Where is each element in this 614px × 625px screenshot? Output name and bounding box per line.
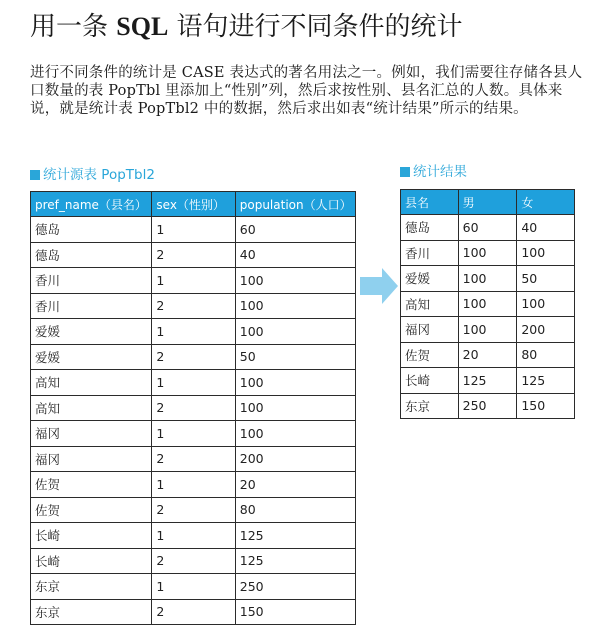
cell-sex: 2 <box>152 497 235 523</box>
cell-female: 200 <box>517 317 575 343</box>
table-header-row <box>31 192 356 217</box>
cell-pref-name: 香川 <box>31 268 152 294</box>
cell-pref-name: 福冈 <box>31 446 152 472</box>
cell-population: 100 <box>235 395 355 421</box>
cell-pref-name: 长崎 <box>31 548 152 574</box>
cell-sex: 2 <box>152 242 235 268</box>
result-table <box>400 189 575 419</box>
table-header-row <box>401 190 575 215</box>
cell-pref-name: 福冈 <box>31 421 152 447</box>
source-table <box>30 191 356 625</box>
cell-population: 125 <box>235 523 355 549</box>
cell-pref-name: 高知 <box>31 395 152 421</box>
result-table-caption: 统计结果 <box>400 163 467 181</box>
column-header-female: 女 <box>517 190 575 215</box>
table-row <box>31 574 356 600</box>
table-row <box>31 472 356 498</box>
cell-population: 250 <box>235 574 355 600</box>
cell-female: 40 <box>517 215 575 241</box>
cell-pref-name: 佐贺 <box>31 497 152 523</box>
cell-female: 50 <box>517 266 575 292</box>
cell-population: 100 <box>235 319 355 345</box>
cell-female: 100 <box>517 240 575 266</box>
cell-male: 250 <box>458 393 517 419</box>
intro-paragraph: 进行不同条件的统计是 CASE 表达式的著名用法之一。例如，我们需要往存储各县人口数量的表 PopTbl 里添加上“性别”列，然后求按性别、县名汇总的人数。具体来说，就是统计表 PopTbl2 中的数据，然后求出如表“统计结果”所示的结果。 <box>30 65 583 117</box>
cell-sex: 1 <box>152 574 235 600</box>
table-row <box>31 217 356 243</box>
cell-sex: 2 <box>152 344 235 370</box>
cell-sex: 1 <box>152 472 235 498</box>
cell-pref-name: 德岛 <box>31 217 152 243</box>
cell-pref-name: 佐贺 <box>31 472 152 498</box>
cell-male: 100 <box>458 240 517 266</box>
table-row <box>31 370 356 396</box>
cell-population: 20 <box>235 472 355 498</box>
table-row <box>401 291 575 317</box>
cell-population: 40 <box>235 242 355 268</box>
cell-female: 125 <box>517 368 575 394</box>
cell-pref-name: 东京 <box>31 599 152 625</box>
cell-male: 60 <box>458 215 517 241</box>
cell-pref-name: 佐贺 <box>401 342 459 368</box>
cell-sex: 2 <box>152 599 235 625</box>
cell-pref-name: 东京 <box>31 574 152 600</box>
cell-pref-name: 德岛 <box>401 215 459 241</box>
square-bullet-icon <box>400 167 410 177</box>
source-table-caption: 统计源表 PopTbl2 <box>30 166 155 184</box>
table-row <box>31 523 356 549</box>
column-header-male: 男 <box>458 190 517 215</box>
cell-pref-name: 爱媛 <box>31 344 152 370</box>
table-row <box>401 368 575 394</box>
cell-pref-name: 长崎 <box>31 523 152 549</box>
cell-population: 100 <box>235 268 355 294</box>
cell-sex: 1 <box>152 370 235 396</box>
cell-population: 100 <box>235 421 355 447</box>
table-row <box>31 319 356 345</box>
table-row <box>31 446 356 472</box>
table-row <box>31 548 356 574</box>
table-row <box>31 395 356 421</box>
cell-sex: 2 <box>152 293 235 319</box>
cell-population: 50 <box>235 344 355 370</box>
cell-sex: 1 <box>152 217 235 243</box>
column-header-pref-name: 县名 <box>401 190 459 215</box>
cell-population: 150 <box>235 599 355 625</box>
cell-male: 100 <box>458 266 517 292</box>
table-row <box>31 421 356 447</box>
cell-female: 150 <box>517 393 575 419</box>
table-row <box>401 215 575 241</box>
table-row <box>31 242 356 268</box>
cell-population: 200 <box>235 446 355 472</box>
cell-pref-name: 香川 <box>31 293 152 319</box>
cell-male: 20 <box>458 342 517 368</box>
table-row <box>401 317 575 343</box>
cell-female: 80 <box>517 342 575 368</box>
cell-sex: 1 <box>152 319 235 345</box>
cell-pref-name: 长崎 <box>401 368 459 394</box>
cell-sex: 1 <box>152 268 235 294</box>
table-row <box>401 240 575 266</box>
cell-population: 100 <box>235 370 355 396</box>
square-bullet-icon <box>30 170 40 180</box>
table-row <box>31 497 356 523</box>
cell-sex: 2 <box>152 548 235 574</box>
cell-pref-name: 香川 <box>401 240 459 266</box>
cell-sex: 2 <box>152 395 235 421</box>
right-arrow-icon <box>360 268 398 304</box>
table-row <box>31 293 356 319</box>
cell-sex: 1 <box>152 523 235 549</box>
cell-population: 60 <box>235 217 355 243</box>
cell-male: 125 <box>458 368 517 394</box>
cell-pref-name: 高知 <box>31 370 152 396</box>
table-row <box>31 268 356 294</box>
page-title: 用一条 SQL 语句进行不同条件的统计 <box>30 12 463 42</box>
table-row <box>401 393 575 419</box>
table-row <box>31 599 356 625</box>
cell-pref-name: 东京 <box>401 393 459 419</box>
cell-population: 100 <box>235 293 355 319</box>
cell-sex: 1 <box>152 421 235 447</box>
cell-female: 100 <box>517 291 575 317</box>
table-row <box>31 344 356 370</box>
cell-male: 100 <box>458 317 517 343</box>
table-row <box>401 342 575 368</box>
cell-sex: 2 <box>152 446 235 472</box>
column-header-pref-name: pref_name（县名） <box>31 192 152 217</box>
cell-male: 100 <box>458 291 517 317</box>
column-header-sex: sex（性别） <box>152 192 235 217</box>
cell-pref-name: 福冈 <box>401 317 459 343</box>
cell-pref-name: 爱媛 <box>31 319 152 345</box>
cell-pref-name: 高知 <box>401 291 459 317</box>
cell-population: 125 <box>235 548 355 574</box>
cell-population: 80 <box>235 497 355 523</box>
column-header-population: population（人口） <box>235 192 355 217</box>
cell-pref-name: 爱媛 <box>401 266 459 292</box>
cell-pref-name: 德岛 <box>31 242 152 268</box>
table-row <box>401 266 575 292</box>
